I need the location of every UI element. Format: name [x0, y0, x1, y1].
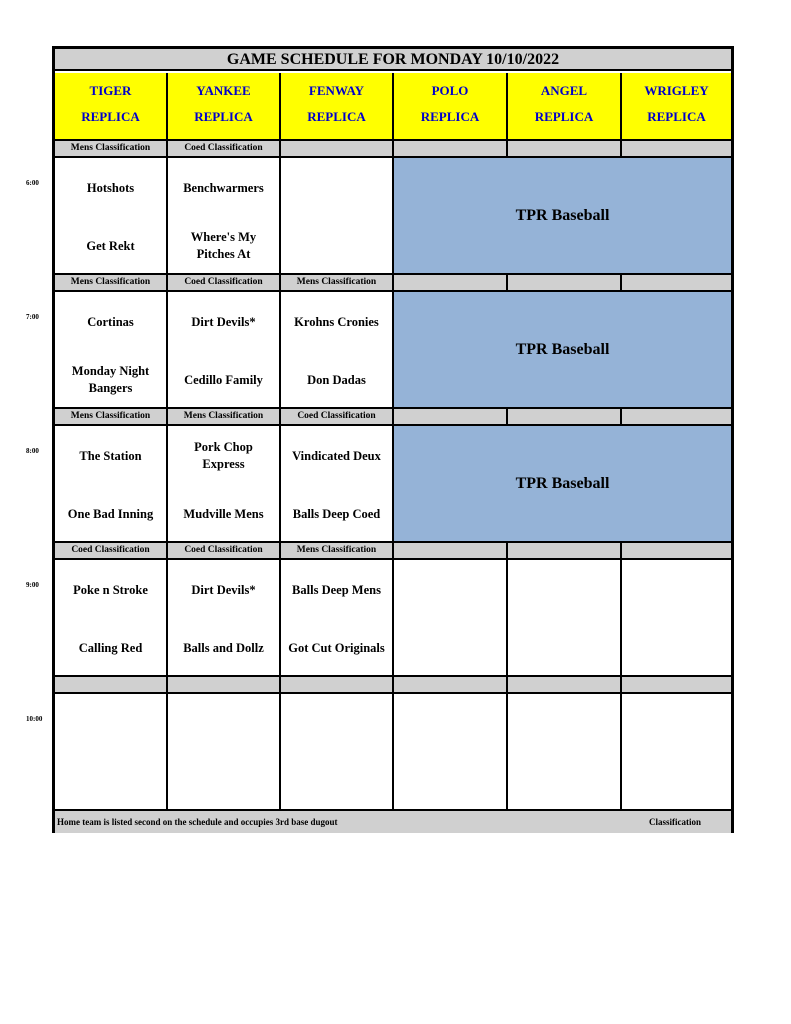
home-team [281, 765, 392, 799]
game-cell [168, 426, 281, 543]
classification-cell [622, 409, 731, 426]
home-team [168, 765, 279, 799]
time-label: 10:00 [26, 715, 43, 723]
away-team: Pork Chop Express [194, 440, 253, 471]
away-team: Hotshots [86, 180, 135, 195]
footer-note: Home team is listed second on the schedule and occupies 3rd base dugout [57, 817, 338, 827]
classification-cell: Mens Classification [281, 543, 394, 560]
away-team [168, 707, 279, 741]
game-cell [622, 560, 731, 677]
home-team: Monday Night Bangers [71, 364, 150, 395]
field-name: POLO [431, 83, 469, 98]
field-header-tiger [55, 73, 168, 141]
away-team [622, 573, 731, 607]
home-team: Mudville Mens [183, 506, 264, 521]
classification-cell [394, 543, 508, 560]
schedule-table [52, 46, 734, 833]
classification-cell: Mens Classification [55, 141, 168, 158]
classification-cell: Mens Classification [55, 275, 168, 292]
home-team [508, 765, 620, 799]
classification-cell: Mens Classification [281, 275, 394, 292]
away-team: Vindicated Deux [292, 448, 381, 463]
classification-cell [508, 677, 622, 694]
field-subtitle: REPLICA [647, 109, 706, 124]
classification-cell [508, 409, 622, 426]
game-cell [168, 158, 281, 275]
away-team: Poke n Stroke [73, 582, 148, 597]
classification-cell [508, 275, 622, 292]
game-cell [508, 560, 622, 677]
home-team [508, 631, 620, 665]
home-team [55, 765, 166, 799]
away-team [281, 171, 392, 205]
home-team [281, 229, 392, 263]
game-cell [281, 158, 394, 275]
classification-cell [281, 141, 394, 158]
classification-cell: Mens Classification [55, 409, 168, 426]
game-cell [281, 426, 394, 543]
time-label: 9:00 [26, 581, 39, 589]
footer-classification-label: Classification [649, 817, 702, 827]
field-name: TIGER [89, 83, 132, 98]
tpr-baseball-block: TPR Baseball [394, 426, 731, 543]
away-team: Dirt Devils* [191, 582, 256, 597]
classification-cell [622, 141, 731, 158]
game-cell [281, 292, 394, 409]
away-team: Cortinas [87, 314, 134, 329]
game-cell [168, 694, 281, 811]
away-team: The Station [79, 448, 142, 463]
away-team [622, 707, 731, 741]
away-team [394, 707, 506, 741]
field-subtitle: REPLICA [194, 109, 253, 124]
game-cell [55, 292, 168, 409]
time-label: 6:00 [26, 179, 39, 187]
game-cell [281, 694, 394, 811]
classification-cell [394, 409, 508, 426]
field-header-fenway [281, 73, 394, 141]
game-cell [168, 292, 281, 409]
away-team [281, 707, 392, 741]
field-subtitle: REPLICA [307, 109, 366, 124]
field-name: WRIGLEY [644, 83, 709, 98]
footer-bar [55, 811, 731, 833]
away-team: Krohns Cronies [294, 314, 379, 329]
game-cell [281, 560, 394, 677]
game-cell [55, 426, 168, 543]
home-team: Got Cut Originals [288, 640, 385, 655]
home-team: Balls and Dollz [183, 640, 264, 655]
game-cell [394, 560, 508, 677]
time-label: 8:00 [26, 447, 39, 455]
classification-cell: Coed Classification [168, 543, 281, 560]
home-team: Don Dadas [307, 372, 366, 387]
classification-cell: Coed Classification [168, 275, 281, 292]
away-team: Balls Deep Mens [292, 582, 381, 597]
away-team [55, 707, 166, 741]
classification-cell [622, 543, 731, 560]
away-team: Benchwarmers [183, 180, 264, 195]
classification-cell [394, 141, 508, 158]
tpr-baseball-block: TPR Baseball [394, 292, 731, 409]
field-name: YANKEE [196, 83, 251, 98]
away-team [508, 573, 620, 607]
home-team [394, 765, 506, 799]
game-cell [622, 694, 731, 811]
home-team: One Bad Inning [67, 506, 154, 521]
field-header-wrigley [622, 73, 731, 141]
game-cell [394, 694, 508, 811]
field-header-yankee [168, 73, 281, 141]
game-cell [55, 560, 168, 677]
home-team: Calling Red [78, 640, 143, 655]
home-team [622, 765, 731, 799]
classification-cell: Coed Classification [281, 409, 394, 426]
field-name: ANGEL [540, 83, 588, 98]
classification-cell: Mens Classification [168, 409, 281, 426]
field-name: FENWAY [308, 83, 365, 98]
time-label: 7:00 [26, 313, 39, 321]
game-cell [55, 158, 168, 275]
field-subtitle: REPLICA [420, 109, 480, 124]
field-subtitle: REPLICA [81, 109, 140, 124]
field-subtitle: REPLICA [534, 109, 594, 124]
classification-cell [508, 543, 622, 560]
classification-cell: Coed Classification [55, 543, 168, 560]
classification-cell [394, 677, 508, 694]
home-team: Where's My Pitches At [190, 230, 257, 261]
field-header-polo [394, 73, 508, 141]
classification-cell: Coed Classification [168, 141, 281, 158]
away-team [394, 573, 506, 607]
schedule-title: GAME SCHEDULE FOR MONDAY 10/10/2022 [55, 49, 731, 71]
classification-cell [622, 677, 731, 694]
home-team: Cedillo Family [184, 372, 263, 387]
classification-cell [622, 275, 731, 292]
classification-cell [168, 677, 281, 694]
field-header-angel [508, 73, 622, 141]
classification-cell [394, 275, 508, 292]
home-team: Balls Deep Coed [292, 506, 381, 521]
classification-cell [55, 677, 168, 694]
game-cell [55, 694, 168, 811]
tpr-baseball-block: TPR Baseball [394, 158, 731, 275]
home-team [622, 631, 731, 665]
game-cell [508, 694, 622, 811]
game-cell [168, 560, 281, 677]
home-team [394, 631, 506, 665]
away-team: Dirt Devils* [191, 314, 256, 329]
away-team [508, 707, 620, 741]
classification-cell [281, 677, 394, 694]
home-team: Get Rekt [86, 238, 135, 253]
classification-cell [508, 141, 622, 158]
